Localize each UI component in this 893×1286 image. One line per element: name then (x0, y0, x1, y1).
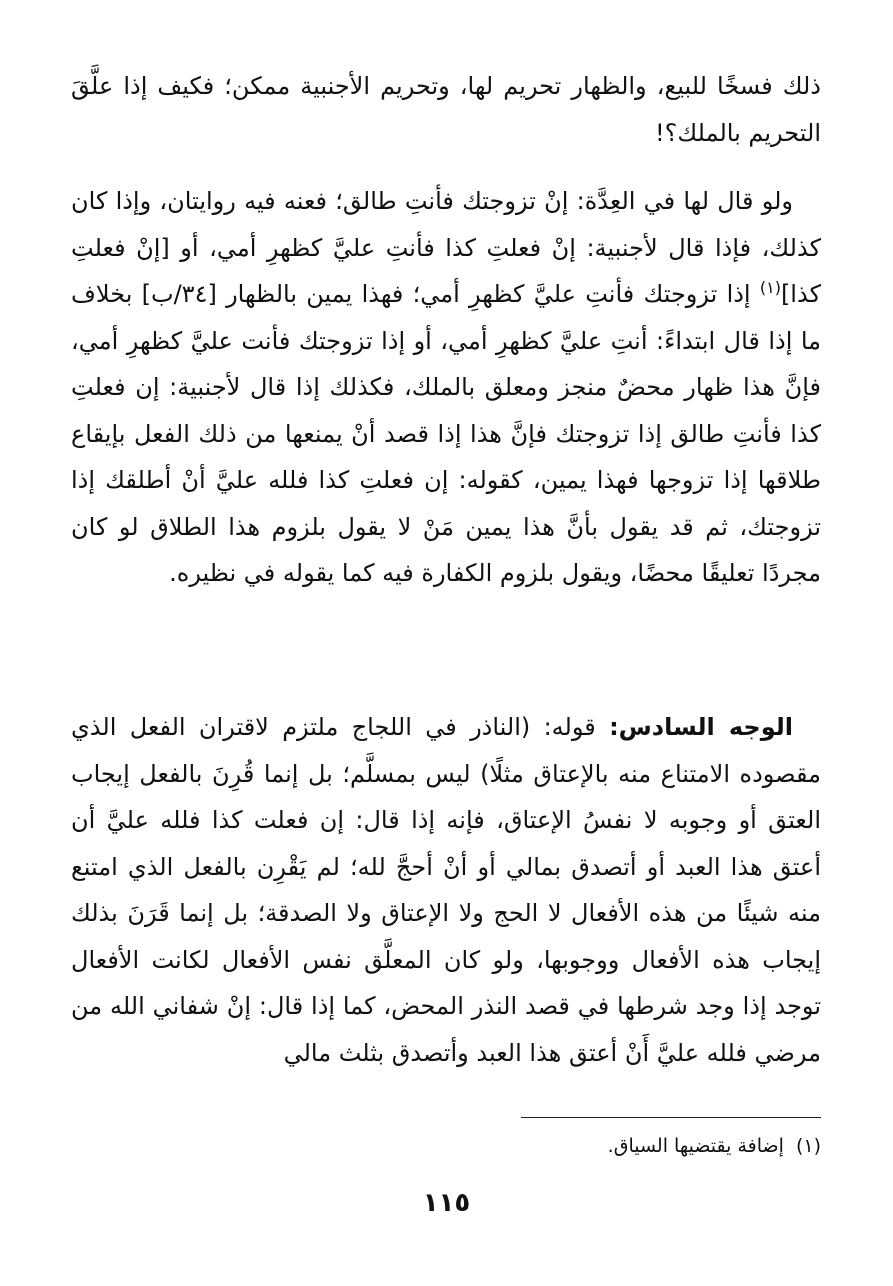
paragraph-1-text: ذلك فسخًا للبيع، والظهار تحريم لها، وتحريم الأجنبية ممكن؛ فكيف إذا علَّقَ التحريم بالملك؟! (71, 72, 821, 147)
footnote (71, 1131, 821, 1161)
footnote-number: (١) (795, 1135, 821, 1157)
paragraph-2 (71, 178, 821, 597)
page-number: ١١٥ (422, 1188, 471, 1218)
footnote-text: إضافة يقتضيها السياق. (607, 1135, 784, 1157)
paragraph-3-heading: الوجه السادس: (609, 713, 793, 741)
paragraph-2-part-1: ولو قال لها في العِدَّة: إنْ تزوجتك فأنتِ طالق؛ فعنه فيه روايتان، وإذا كان كذلك، فإذا قال لأجنبية: إنْ فعلتِ كذا فأنتِ عليَّ كظهرِ أمي، أو [إنْ فعلتِ كذا] (71, 187, 821, 308)
footnote-divider (521, 1117, 821, 1118)
paragraph-3 (71, 704, 821, 1076)
paragraph-2-part-2: إذا تزوجتك فأنتِ عليَّ كظهرِ أمي؛ فهذا يمين بالظهار [٣٤/ب] بخلاف ما إذا قال ابتداءً: أنتِ عليَّ كظهرِ أمي، أو إذا تزوجتك فأنت عليَّ كظهرِ أمي، فإنَّ هذا ظهار محضٌ منجز ومعلق بالملك، فكذلك إذا قال لأجنبية: إن فعلتِ كذا فأنتِ طالق إذا تزوجتك فإنَّ هذا إذا قصد أنْ يمنعها من ذلك الفعل بإيقاع طلاقها إذا تزوجها فهذا يمين، كقوله: إن فعلتِ كذا فلله عليَّ أنْ أطلقك إذا تزوجتك، ثم قد يقول بأنَّ هذا يمين مَنْ لا يقول بلزوم هذا الطلاق لو كان مجردًا تعليقًا محضًا، ويقول بلزوم الكفارة فيه كما يقوله في نظيره. (71, 280, 821, 587)
footnote-reference: (١) (759, 278, 781, 297)
paragraph-3-body: قوله: (الناذر في اللجاج ملتزم لاقتران الفعل الذي مقصوده الامتناع منه بالإعتاق مثلًا) ليس بمسلَّم؛ بل إنما قُرِنَ بالفعل إيجاب العتق أو وجوبه لا نفسُ الإعتاق، فإنه إذا قال: إن فعلت كذا فلله عليَّ أن أعتق هذا العبد أو أتصدق بمالي أو أنْ أحجَّ لله؛ لم يَقْرِن بالفعل الذي امتنع منه شيئًا من هذه الأفعال لا الحج ولا الإعتاق ولا الصدقة؛ بل إنما قَرَنَ بذلك إيجاب هذه الأفعال ووجوبها، ولو كان المعلَّق نفس الأفعال لكانت الأفعال توجد إذا وجد شرطها في قصد النذر المحض، كما إذا قال: إنْ شفاني الله من مرضي فلله عليَّ أَنْ أعتق هذا العبد وأتصدق بثلث مالي (71, 713, 821, 1067)
paragraph-2-text (71, 178, 821, 597)
paragraph-3-text (71, 704, 821, 1076)
paragraph-1 (71, 63, 821, 156)
